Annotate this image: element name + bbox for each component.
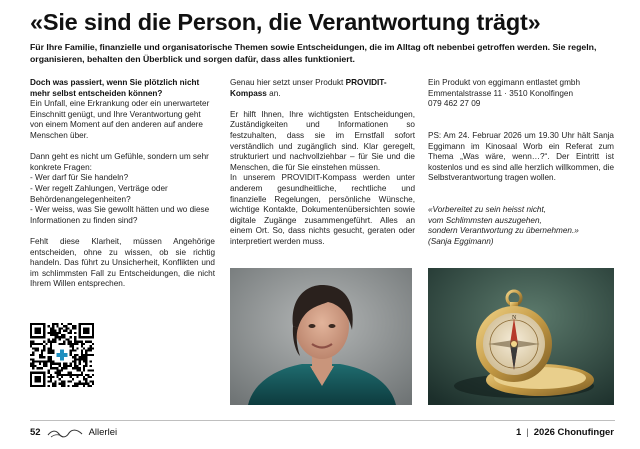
separator: | bbox=[526, 427, 529, 438]
footer-rule bbox=[30, 420, 615, 421]
qr-code[interactable] bbox=[30, 323, 94, 387]
footer-right bbox=[516, 426, 614, 440]
svg-text:N: N bbox=[512, 315, 517, 321]
col2-paragraph-2: In unserem PROVIDIT-Kompass werden unter anderem gesundheitliche, rechtliche und finanzielle Regelungen, persönliche Wünsche, wichtige Kontakte, Dokumentenübersichten sowie digitale Zugänge zusammengeführt. Alles an einem Ort. So, dass nichts gesucht, geraten oder interpretiert werden muss. bbox=[230, 173, 415, 246]
quote-line-2: vom Schlimmsten auszugehen, bbox=[428, 215, 542, 225]
compass-image bbox=[428, 268, 614, 405]
col1-paragraph-1: Ein Unfall, eine Erkrankung oder ein unerwarteter Einschnitt genügt, und Ihre Verantwortung geht von einem Moment auf den anderen auf andere Menschen über. bbox=[30, 99, 210, 140]
portrait-image bbox=[230, 268, 412, 405]
column-2 bbox=[230, 78, 415, 248]
product-name: PROVIDIT-Kompass bbox=[230, 78, 387, 98]
footer-left bbox=[30, 426, 117, 440]
headline: «Sie sind die Person, die Verantwortung trägt» bbox=[30, 9, 541, 35]
col2-paragraph-1: Er hilft Ihnen, Ihre wichtigsten Entscheidungen, Zuständigkeiten und Informationen so festzuhalten, dass sie im Ernstfall sofort verständlich und zugänglich sind. Klar geregelt, strukturiert und nachvollziehbar – für Sie und die Menschen, die für Sie einstehen müssen. bbox=[230, 109, 415, 172]
portrait-photo bbox=[230, 268, 412, 405]
question-item-1: - Wer darf für Sie handeln? bbox=[30, 173, 129, 183]
magazine-name: Chonufinger bbox=[557, 427, 614, 438]
year: 2026 bbox=[533, 427, 555, 438]
ps-paragraph: PS: Am 24. Februar 2026 um 19.30 Uhr hält Sanja Eggimann im Kinosaal Worb ein Referat zum Thema „Was wäre, wenn…?“. Der Eintritt ist kostenlos und es sind alle herzlich willkommen, die Selbstverantwortung tragen wollen. bbox=[428, 130, 614, 183]
phone: 079 462 27 09 bbox=[428, 99, 481, 109]
column-3 bbox=[428, 78, 614, 248]
compass-photo bbox=[428, 268, 614, 405]
lead-paragraph: Für Ihre Familie, finanzielle und organisatorische Themen sowie Entscheidungen, die im Alltag oft nebenbei getroffen werden. Sie regeln, organisieren, behalten den Überblick und sorgen dafür, dass alles funktioniert. bbox=[30, 42, 597, 64]
quote-author: (Sanja Eggimann) bbox=[428, 236, 494, 246]
qr-code-graphic bbox=[30, 323, 94, 387]
wave-logo-icon bbox=[47, 427, 83, 439]
section-name: Allerlei bbox=[88, 427, 118, 438]
col1-paragraph-3: Fehlt diese Klarheit, müssen Angehörige entscheiden, ohne zu wissen, ob sie richtig handeln. Das führt zu Unsicherheit, Konflikten und im schlimmsten Fall zu Entscheidungen, die nicht Ihrem Willen entsprechen. bbox=[30, 236, 215, 289]
page-number: 52 bbox=[30, 427, 41, 438]
col1-paragraph-2: Dann geht es nicht um Gefühle, sondern um sehr konkrete Fragen: bbox=[30, 152, 209, 172]
col2-intro bbox=[230, 78, 415, 99]
address: Emmentalstrasse 11 · 3510 Konolfingen bbox=[428, 88, 574, 98]
intro-suffix: an. bbox=[266, 88, 281, 98]
intro-text: Genau hier setzt unser Produkt bbox=[230, 78, 346, 87]
question-heading: Doch was passiert, wenn Sie plötzlich nicht mehr selbst entscheiden können? bbox=[30, 78, 200, 98]
company-line: Ein Produkt von eggimann entlastet gmbh bbox=[428, 78, 581, 87]
question-item-3: - Wer weiss, was Sie gewollt hätten und wo diese Informationen zu finden sind? bbox=[30, 205, 210, 225]
column-1 bbox=[30, 78, 215, 290]
question-item-2: - Wer regelt Zahlungen, Verträge oder Behördenangelegenheiten? bbox=[30, 183, 168, 204]
issue-number: 1 bbox=[515, 427, 522, 438]
quote-line-3: sondern Verantwortung zu übernehmen.» bbox=[428, 226, 579, 236]
quote-line-1: «Vorbereitet zu sein heisst nicht, bbox=[428, 205, 547, 215]
